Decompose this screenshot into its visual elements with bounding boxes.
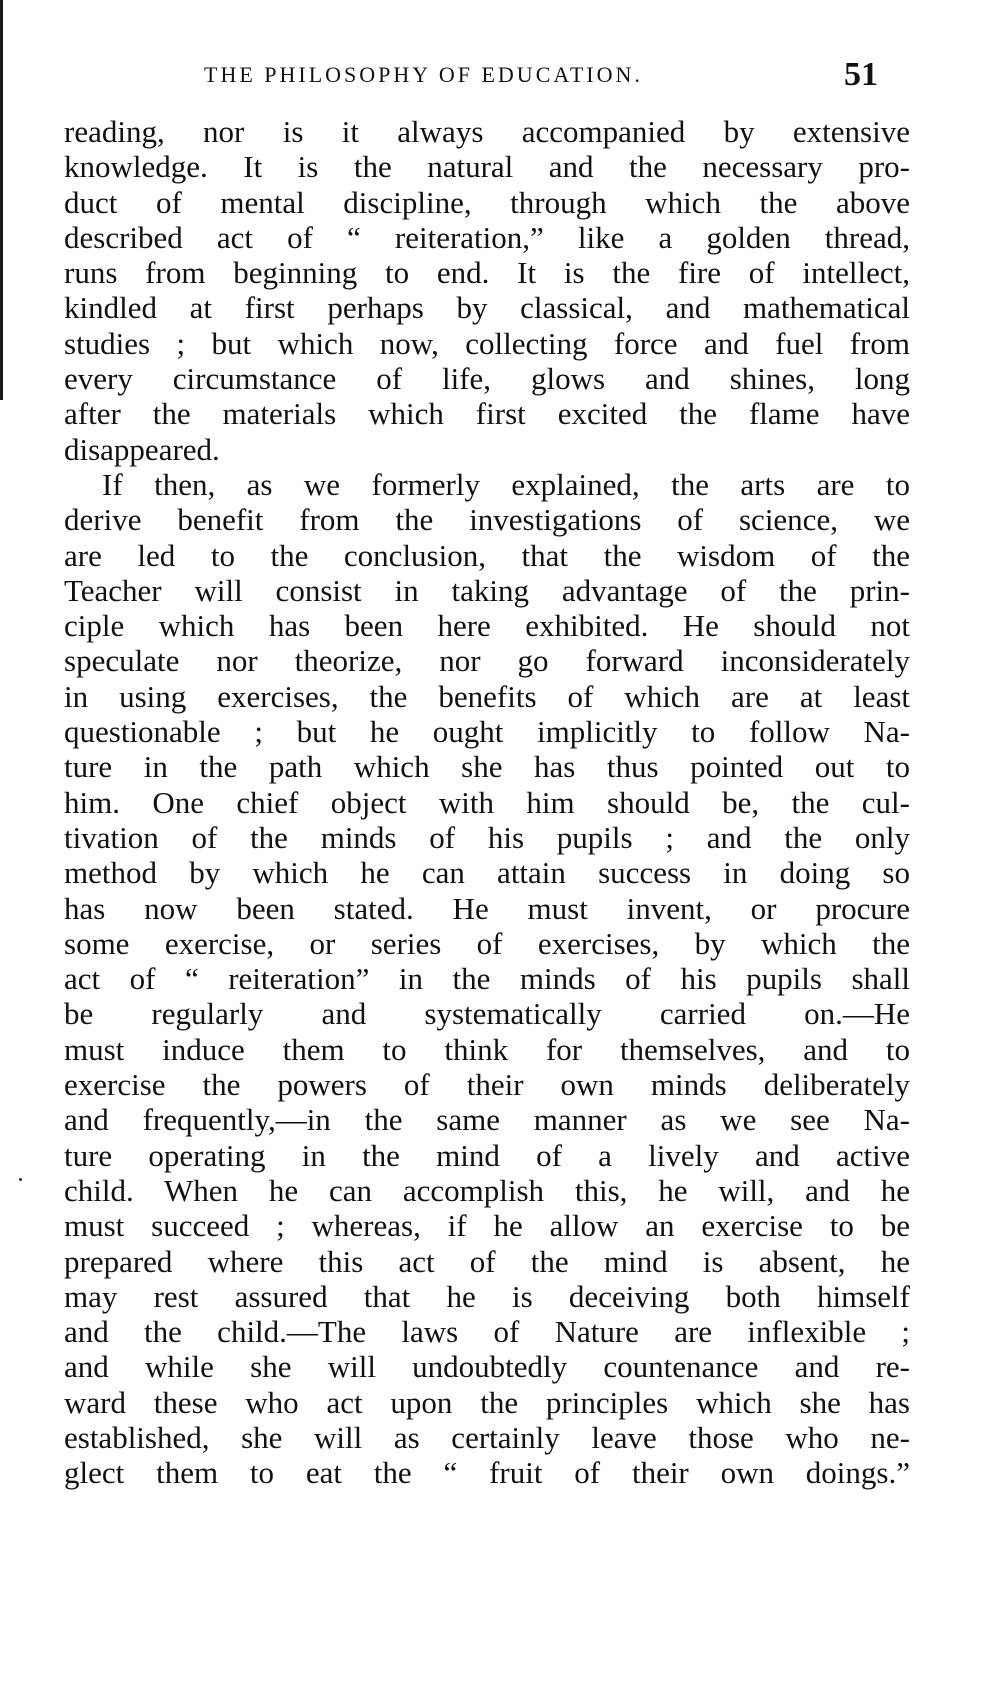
text-line: and frequently,—in the same manner as we see Na-	[64, 1102, 910, 1138]
text-line: duct of mental discipline, through which the above	[64, 184, 910, 220]
text-line: reading, nor is it always accompanied by extensive	[64, 114, 910, 149]
text-line: ciple which has been here exhibited. He should not	[64, 608, 910, 644]
text-line: knowledge. It is the natural and the necessary pro-	[64, 149, 910, 185]
page-edge-shadow	[0, 0, 3, 400]
text-line: may rest assured that he is deceiving both himself	[64, 1278, 910, 1314]
text-line: tivation of the minds of his pupils ; and the only	[64, 819, 910, 855]
body-text	[64, 114, 910, 1491]
text-line: after the materials which first excited the flame have	[64, 396, 910, 432]
text-line: are led to the conclusion, that the wisdom of the	[64, 537, 910, 573]
text-line: prepared where this act of the mind is absent, he	[64, 1243, 910, 1279]
text-line: in using exercises, the benefits of which are at least	[64, 678, 910, 714]
text-line: and the child.—The laws of Nature are inflexible ;	[64, 1314, 910, 1350]
text-line: glect them to eat the “ fruit of their own doings.”	[64, 1455, 910, 1491]
text-line: ward these who act upon the principles which she has	[64, 1384, 910, 1420]
text-line: must succeed ; whereas, if he allow an exercise to be	[64, 1208, 910, 1244]
text-line: ture in the path which she has thus pointed out to	[64, 749, 910, 785]
text-line: established, she will as certainly leave those who ne-	[64, 1419, 910, 1455]
text-line: exercise the powers of their own minds deliberately	[64, 1067, 910, 1103]
text-line: must induce them to think for themselves, and to	[64, 1031, 910, 1067]
text-line: some exercise, or series of exercises, by which the	[64, 925, 910, 961]
text-line: ture operating in the mind of a lively and active	[64, 1137, 910, 1173]
ink-speck	[19, 1178, 22, 1181]
text-line: him. One chief object with him should be, the cul-	[64, 784, 910, 820]
paragraph-first-line: If then, as we formerly explained, the arts are to	[102, 466, 910, 502]
text-line: derive benefit from the investigations of science, we	[64, 502, 910, 538]
page-number: 51	[844, 56, 878, 93]
text-line: kindled at first perhaps by classical, and mathematical	[64, 290, 910, 326]
text-line: runs from beginning to end. It is the fire of intellect,	[64, 255, 910, 291]
text-line: questionable ; but he ought implicitly to follow Na-	[64, 714, 910, 750]
running-title: THE PHILOSOPHY OF EDUCATION.	[204, 62, 643, 87]
text-line: has now been stated. He must invent, or procure	[64, 890, 910, 926]
text-line: described act of “ reiteration,” like a golden thread,	[64, 219, 910, 255]
text-line: speculate nor theorize, nor go forward inconsiderately	[64, 643, 910, 679]
text-line: and while she will undoubtedly countenance and re-	[64, 1349, 910, 1385]
running-head	[64, 56, 884, 104]
text-line: studies ; but which now, collecting force and fuel from	[64, 325, 910, 361]
text-line: act of “ reiteration” in the minds of his pupils shall	[64, 961, 910, 997]
text-line: child. When he can accomplish this, he will, and he	[64, 1172, 910, 1208]
text-line: Teacher will consist in taking advantage of the prin-	[64, 572, 910, 608]
paragraph-end-line: disappeared.	[64, 431, 220, 467]
text-line: method by which he can attain success in doing so	[64, 855, 910, 891]
text-line: every circumstance of life, glows and shines, long	[64, 361, 910, 397]
text-line: be regularly and systematically carried on.—He	[64, 996, 910, 1032]
